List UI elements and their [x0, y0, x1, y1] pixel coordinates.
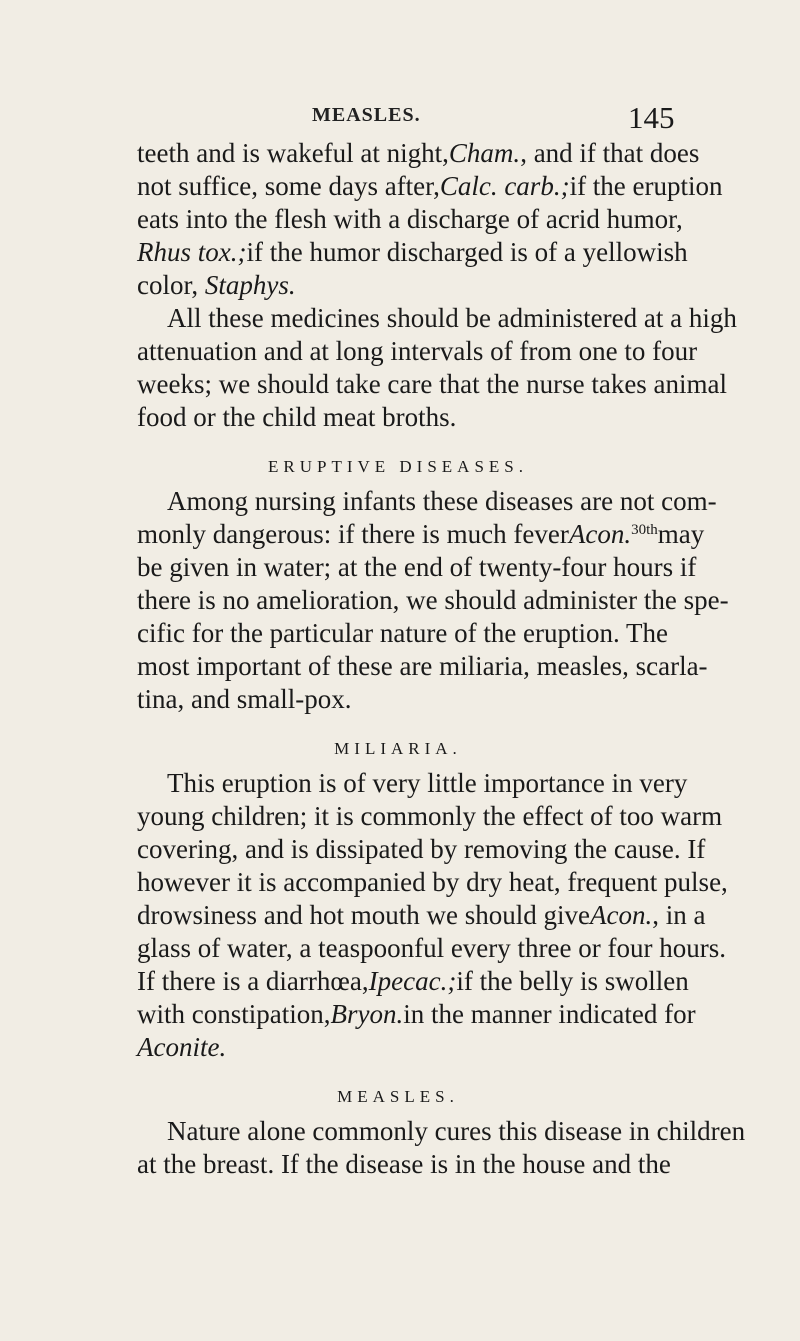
text-line: drowsiness and hot mouth we should give Acon., in a [137, 900, 706, 930]
text-line: tina, and small-pox. [137, 684, 352, 714]
paragraph-continuation [137, 137, 723, 302]
text-line: not suffice, some days after, Calc. carb.;if the eruption [137, 171, 723, 201]
text-line: Rhus tox.;if the humor discharged is of a yellowish [137, 237, 688, 267]
text-line: cific for the particular nature of the eruption. The [137, 618, 669, 648]
running-head [0, 100, 800, 140]
text-line: young children; it is commonly the effect of too warm [137, 801, 723, 831]
section-heading-measles: MEASLES. [337, 1087, 459, 1106]
text-line: food or the child meat broths. [137, 402, 457, 432]
text-line: however it is accompanied by dry heat, frequent pulse, [137, 867, 728, 897]
remedy-name: Acon. [568, 519, 632, 549]
remedy-name: Bryon. [330, 999, 404, 1029]
text-line [137, 1031, 659, 1064]
remedy-name: Cham. [448, 138, 521, 168]
remedy-name: Acon. [589, 900, 653, 930]
text-line: If there is a diarrhœa, Ipecac.;if the belly is swollen [137, 966, 689, 996]
page-number: 145 [628, 100, 675, 135]
paragraph [137, 302, 737, 434]
potency-superscript: 30th [631, 522, 658, 538]
remedy-name: Aconite. [137, 1032, 227, 1062]
text-line: attenuation and at long intervals of from one to four [137, 336, 698, 366]
text-line: color, Staphys. [137, 270, 296, 300]
text-line: at the breast. If the disease is in the house and the [137, 1149, 671, 1179]
text-line: with constipation, Bryon.in the manner indicated for [137, 999, 696, 1029]
text-line: Among nursing infants these diseases are not com- [167, 486, 717, 516]
text-line: most important of these are miliaria, measles, scarla- [137, 651, 708, 681]
remedy-name: Calc. carb.; [439, 171, 570, 201]
body-text [137, 137, 746, 1181]
text-line: eats into the flesh with a discharge of acrid humor, [137, 204, 683, 234]
paragraph [137, 767, 728, 1064]
text-line: monly dangerous: if there is much fever Acon.$^{30th}$may [137, 519, 705, 549]
text-line: Nature alone commonly cures this disease in children [167, 1116, 746, 1146]
text-line: covering, and is dissipated by removing the cause. If [137, 834, 706, 864]
remedy-name: Rhus tox.; [137, 237, 247, 267]
section-heading-eruptive-diseases: ERUPTIVE DISEASES. [267, 457, 528, 476]
text-line: teeth and is wakeful at night, Cham., and if that does [137, 138, 700, 168]
text-line: weeks; we should take care that the nurse takes animal [137, 369, 728, 399]
section-heading-miliaria: MILIARIA. [334, 739, 462, 758]
paragraph [137, 1115, 746, 1181]
text-line: glass of water, a teaspoonful every three or four hours. [137, 933, 726, 963]
text-line: All these medicines should be administered at a high [167, 303, 737, 333]
text-line: This eruption is of very little importance in very [167, 768, 688, 798]
remedy-name: Ipecac.; [368, 966, 457, 996]
text-line: there is no amelioration, we should administer the spe- [137, 585, 729, 615]
text-line: be given in water; at the end of twenty-four hours if [137, 552, 697, 582]
paragraph [137, 485, 729, 716]
remedy-name: Staphys. [204, 270, 296, 300]
running-title: MEASLES. [312, 104, 421, 126]
